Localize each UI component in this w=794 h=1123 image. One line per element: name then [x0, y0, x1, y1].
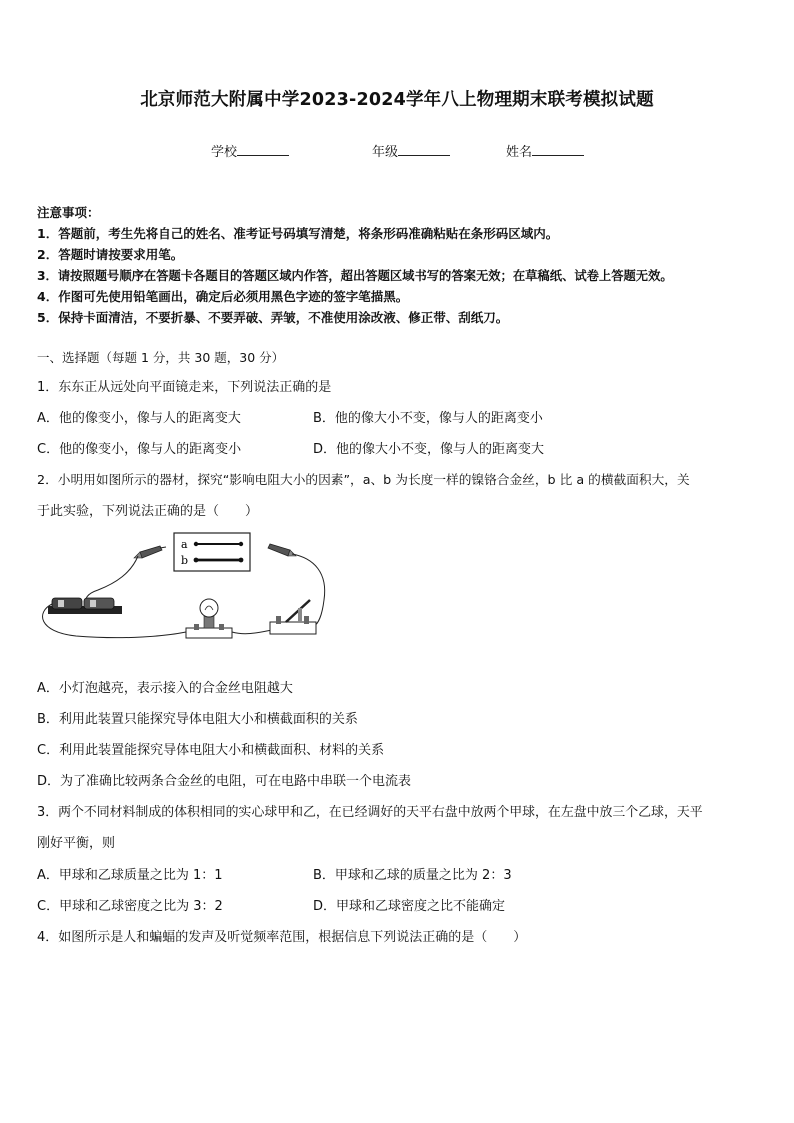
section-heading: 一、选择题（每题 1 分，共 30 题，30 分） — [37, 350, 285, 365]
right-clip-icon — [268, 544, 296, 556]
grade-blank — [398, 143, 450, 156]
light-bulb-icon — [186, 599, 232, 638]
question-3-stem-cont: 刚好平衡，则 — [37, 836, 116, 851]
question-2-stem: 2．小明用如图所示的器材，探究“影响电阻大小的因素”，a、b 为长度一样的镍铬合金丝，b 比 a 的横截面积大，关 — [37, 472, 690, 487]
q2-option-b: B．利用此装置只能探究导体电阻大小和横截面积的关系 — [37, 712, 358, 727]
question-3-stem: 3．两个不同材料制成的体积相同的实心球甲和乙，在已经调好的天平右盘中放两个甲球，在左盘中放三个乙球，天平 — [37, 805, 703, 820]
notice-item: 4．作图可先使用铅笔画出，确定后必须用黑色字迹的签字笔描黑。 — [37, 289, 409, 304]
label-b: b — [181, 554, 189, 567]
q3-option-a: A．甲球和乙球质量之比为 1：1 — [37, 868, 223, 883]
notice-item: 3．请按照题号顺序在答题卡各题目的答题区域内作答，超出答题区域书写的答案无效；在草稿纸、试卷上答题无效。 — [37, 269, 673, 283]
q2-option-a: A．小灯泡越亮，表示接入的合金丝电阻越大 — [37, 681, 293, 696]
label-a: a — [181, 538, 188, 551]
q2-option-d: D．为了准确比较两条合金丝的电阻，可在电路中串联一个电流表 — [37, 774, 412, 789]
notice-item: 2．答题时请按要求用笔。 — [37, 247, 184, 262]
school-blank — [237, 143, 289, 156]
q2-option-c: C．利用此装置能探究导体电阻大小和横截面积、材料的关系 — [37, 743, 385, 758]
left-clip-icon — [134, 546, 166, 558]
name-field — [506, 141, 584, 160]
notice-heading: 注意事项： — [37, 205, 100, 220]
q3-option-d: D．甲球和乙球密度之比不能确定 — [313, 899, 506, 914]
q1-option-d: D．他的像大小不变，像与人的距离变大 — [313, 442, 545, 457]
q1-option-c: C．他的像变小，像与人的距离变小 — [37, 442, 242, 457]
wire — [232, 630, 272, 634]
wire — [86, 556, 138, 602]
q3-option-c: C．甲球和乙球密度之比为 3：2 — [37, 899, 223, 914]
page-title: 北京师范大附属中学2023-2024学年八上物理期末联考模拟试题 — [140, 90, 654, 110]
school-label: 学校 — [211, 145, 238, 160]
name-blank — [532, 143, 584, 156]
wire — [292, 554, 325, 626]
school-field — [211, 141, 289, 160]
notice-item: 5．保持卡面清洁，不要折暴、不要弄破、弄皱，不准使用涂改液、修正带、刮纸刀。 — [37, 310, 509, 325]
question-1-stem: 1．东东正从远处向平面镜走来，下列说法正确的是 — [37, 380, 332, 395]
notice-item: 1．答题前，考生先将自己的姓名、准考证号码填写清楚，将条形码准确粘贴在条形码区域内。 — [37, 226, 559, 241]
q1-option-b: B．他的像大小不变，像与人的距离变小 — [313, 411, 543, 426]
battery-icon — [48, 598, 122, 614]
name-label: 姓名 — [506, 145, 533, 160]
grade-label: 年级 — [372, 145, 399, 160]
grade-field — [372, 141, 450, 160]
q3-option-b: B．甲球和乙球的质量之比为 2：3 — [313, 868, 512, 883]
q1-option-a: A．他的像变小，像与人的距离变大 — [37, 411, 241, 426]
circuit-figure — [36, 528, 336, 646]
question-4-stem: 4．如图所示是人和蝙蝠的发声及听觉频率范围，根据信息下列说法正确的是（ ） — [37, 930, 527, 945]
question-2-stem-cont: 于此实验，下列说法正确的是（ ） — [37, 504, 259, 519]
switch-icon — [270, 600, 316, 634]
